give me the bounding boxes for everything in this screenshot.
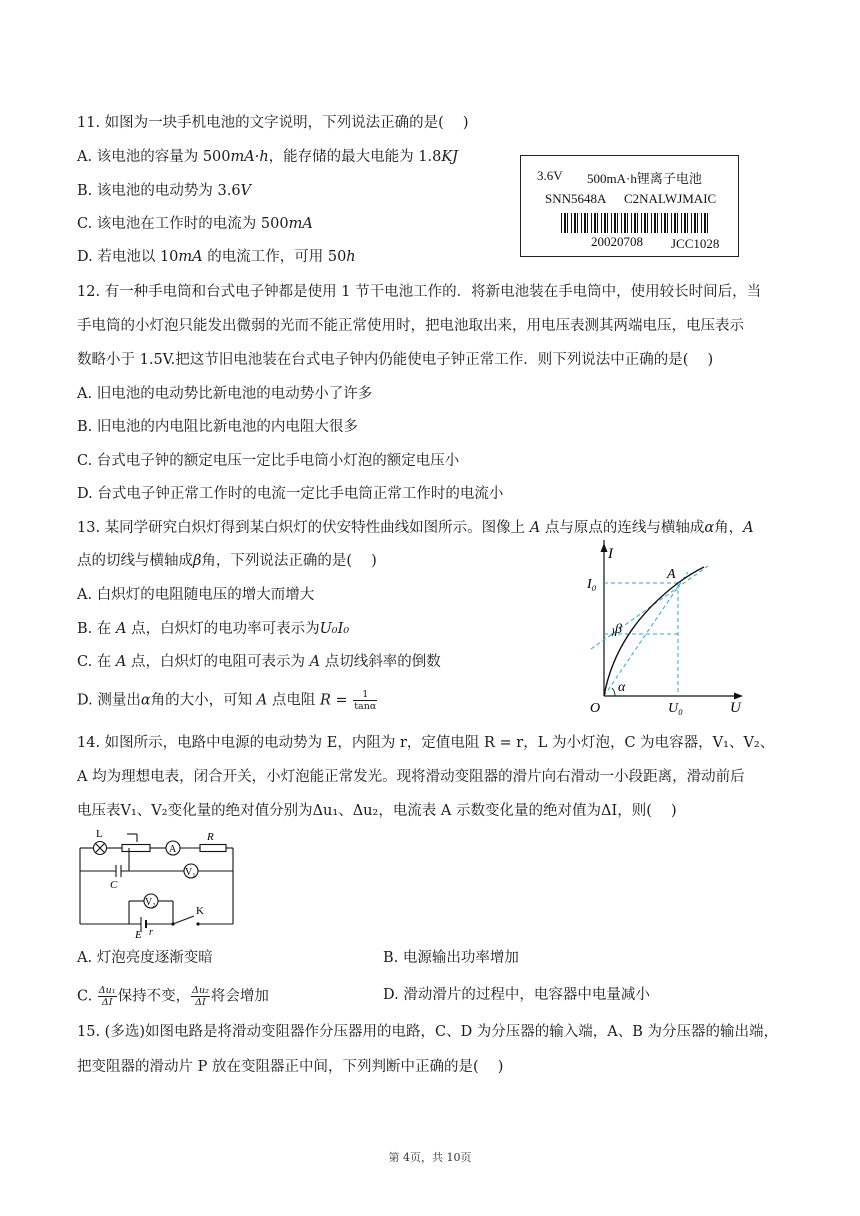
circuit-label-v1: V₁ xyxy=(185,867,196,878)
circuit-label-k: K xyxy=(196,905,204,917)
q11-a-val2: 1.8 xyxy=(418,149,442,165)
q14-c-pre: C. xyxy=(77,988,97,1005)
graph-x-label: U xyxy=(730,700,741,716)
q13-c-point: A xyxy=(115,654,127,670)
q13-option-d xyxy=(77,689,378,712)
q14-option-c xyxy=(77,985,269,1008)
q13-option-c xyxy=(77,652,441,672)
q11-b-pre: B. 该电池的电动势为 xyxy=(77,183,218,199)
q13-b-power: U₀I₀ xyxy=(319,621,350,637)
q11-option-a xyxy=(77,147,458,167)
beta-arc xyxy=(612,628,614,636)
q11-c-pre: C. 该电池在工作时的电流为 xyxy=(77,216,261,232)
q13-d-alpha: α xyxy=(140,692,151,709)
q13-l1a: 13. 某同学研究白炽灯得到某白炽灯的伏安特性曲线如图所示。图像上 xyxy=(77,520,530,536)
q14-c-frac1 xyxy=(98,985,117,1008)
q14-option-b: B. 电源输出功率增加 xyxy=(383,950,519,966)
q11-d-val: 10 xyxy=(159,249,179,265)
q13-l1-point: A xyxy=(529,520,541,536)
q13-b-point: A xyxy=(115,621,127,637)
circuit-label-c: C xyxy=(110,879,118,891)
q13-l1-alpha: α xyxy=(704,520,715,536)
barcode xyxy=(561,213,711,233)
q14-line3: 电压表V₁、V₂变化量的绝对值分别为Δu₁、Δu₂，电流表 A 示数变化量的绝对值为ΔI，则( ) xyxy=(77,803,677,819)
q14-c-f1-den: ΔI xyxy=(101,997,113,1008)
y-axis-arrow xyxy=(601,543,608,552)
junction-switch xyxy=(171,922,174,925)
q13-b-mid: 点，白炽灯的电功率可表示为 xyxy=(126,621,320,637)
q15-line1: 15. (多选)如图电路是将滑动变阻器作分压器用的电路，C、D 为分压器的输入端，A、B 为分压器的输出端， xyxy=(77,1024,779,1040)
q11-d-unit2: h xyxy=(346,249,356,265)
graph-origin: O xyxy=(590,701,601,716)
q13-l2c: 角，下列说法正确的是( ) xyxy=(201,553,377,569)
circuit-label-r-internal: r xyxy=(149,927,153,938)
q11-stem: 11. 如图为一块手机电池的文字说明，下列说法正确的是( ) xyxy=(77,115,469,131)
q13-option-b xyxy=(77,619,349,639)
q13-c-point2: A xyxy=(309,654,321,670)
rheostat-icon xyxy=(122,845,150,852)
q13-l2b: 点的切线与横轴成 xyxy=(77,553,193,569)
q11-a-unit2: KJ xyxy=(441,149,458,165)
circuit-label-a: A xyxy=(169,844,177,855)
q12-option-d: D. 台式电子钟正常工作时的电流一定比手电筒正常工作时的电流小 xyxy=(77,486,504,502)
q11-b-val: 3.6 xyxy=(217,183,241,199)
q14-c-post: 将会增加 xyxy=(210,988,269,1005)
q13-l1-point2: A xyxy=(743,520,754,536)
q13-d-num: 1 xyxy=(353,689,377,701)
q13-line1 xyxy=(77,518,754,538)
q12-line2: 手电筒的小灯泡只能发出微弱的光而不能正常使用时，把电池取出来，用电压表测其两端电压，电压表示 xyxy=(77,318,744,334)
graph-point-a: A xyxy=(667,567,676,582)
battery-capacity: 500mA·h锂离子电池 xyxy=(587,171,702,186)
graph-u0: U₀ xyxy=(668,701,683,716)
battery-date: 20020708 xyxy=(591,234,643,249)
q15-line2: 把变阻器的滑动片 P 放在变阻器正中间，下列判断中正确的是( ) xyxy=(77,1059,504,1075)
q14-c-frac2 xyxy=(191,985,210,1008)
resistor-icon xyxy=(200,845,226,852)
battery-serial: JCC1028 xyxy=(671,236,720,251)
q11-option-c xyxy=(77,214,313,234)
circuit-label-e: E xyxy=(135,929,142,938)
page-footer: 第 4页，共 10页 xyxy=(388,1151,472,1164)
q13-option-a: A. 白炽灯的电阻随电压的增大而增大 xyxy=(77,587,315,603)
q12-option-a: A. 旧电池的电动势比新电池的电动势小了许多 xyxy=(77,386,373,402)
circuit-label-v2: V₂ xyxy=(145,897,156,908)
graph-beta: β xyxy=(615,622,622,637)
q14-c-f1-num: Δu₁ xyxy=(98,985,116,996)
q11-a-val: 500 xyxy=(202,149,231,165)
switch-icon xyxy=(173,916,194,924)
battery-voltage: 3.6V xyxy=(537,168,563,183)
q13-b-pre: B. 在 xyxy=(77,621,116,637)
graph-alpha: α xyxy=(618,680,626,695)
q11-d-unit: mA xyxy=(178,249,203,265)
q13-line2 xyxy=(77,551,377,571)
alpha-arc xyxy=(612,688,615,696)
q14-option-a: A. 灯泡亮度逐渐变暗 xyxy=(77,950,213,966)
circuit-diagram xyxy=(76,826,238,938)
q14-line2: A 均为理想电表，闭合开关，小灯泡能正常发光。现将滑动变阻器的滑片向右滑动一小段距离，滑动前后 xyxy=(77,769,745,785)
q11-option-d xyxy=(77,247,356,267)
circuit-label-l: L xyxy=(96,828,103,840)
q14-c-mid: 保持不变， xyxy=(117,988,191,1005)
q13-d-eq: = xyxy=(330,692,353,709)
q13-c-post: 点切线斜率的倒数 xyxy=(320,654,441,670)
q14-line1: 14. 如图所示，电路中电源的电动势为 E，内阻为 r，定值电阻 R = r，L 为小灯泡，C 为电容器，V₁、V₂、 xyxy=(77,735,775,751)
graph-i0: I₀ xyxy=(587,577,597,592)
battery-code: C2NALWJMAIC xyxy=(624,191,717,206)
q14-option-d: D. 滑动滑片的过程中，电容器中电量减小 xyxy=(383,987,650,1003)
q13-d-pre: D. 测量出 xyxy=(77,692,141,709)
q11-option-b xyxy=(77,181,251,201)
q13-c-pre: C. 在 xyxy=(77,654,116,670)
q13-d-r: R xyxy=(319,692,331,709)
q11-d-mid: 的电流工作，可用 xyxy=(202,249,328,265)
q11-a-pre: A. 该电池的容量为 xyxy=(77,149,203,165)
q13-d-den: tanα xyxy=(354,701,377,712)
q12-option-c: C. 台式电子钟的额定电压一定比手电筒小灯泡的额定电压小 xyxy=(77,453,460,469)
iu-graph xyxy=(582,540,757,720)
q12-line1: 12. 有一种手电筒和台式电子钟都是使用 1 节干电池工作的．将新电池装在手电筒中，使用较长时间后，当 xyxy=(77,284,762,300)
q11-d-val2: 50 xyxy=(327,249,347,265)
q14-c-f2-num: Δu₂ xyxy=(192,985,209,996)
graph-y-label: I xyxy=(608,546,613,562)
battery-label-figure xyxy=(520,155,739,257)
q12-option-b: B. 旧电池的内电阻比新电池的内电阻大很多 xyxy=(77,419,358,435)
q13-l1b: 点与原点的连线与横轴成 xyxy=(540,520,705,536)
q13-d-mid: 角的大小，可知 xyxy=(150,692,257,709)
q13-l2-beta: β xyxy=(193,553,202,569)
circuit-label-r: R xyxy=(207,831,214,843)
q13-c-mid: 点，白炽灯的电阻可表示为 xyxy=(126,654,310,670)
q11-b-unit: V xyxy=(240,183,252,199)
x-axis-arrow xyxy=(734,693,743,700)
battery-model: SNN5648A xyxy=(545,191,607,206)
q11-c-unit: mA xyxy=(288,216,313,232)
q13-l1c: 角， xyxy=(714,520,744,536)
q11-c-val: 500 xyxy=(260,216,289,232)
q13-d-fraction xyxy=(353,689,377,712)
q11-d-pre: D. 若电池以 xyxy=(77,249,160,265)
switch-contact xyxy=(196,922,199,925)
q13-d-point: A xyxy=(256,692,268,709)
q11-a-unit: mA·h xyxy=(230,149,269,165)
q11-a-mid: ，能存储的最大电能为 xyxy=(268,149,419,165)
q14-c-f2-den: ΔI xyxy=(195,997,206,1008)
q13-d-mid2: 点电阻 xyxy=(267,692,320,709)
q12-line3: 数略小于 1.5V.把这节旧电池装在台式电子钟内仍能使电子钟正常工作．则下列说法中正确的是( ) xyxy=(77,352,714,368)
